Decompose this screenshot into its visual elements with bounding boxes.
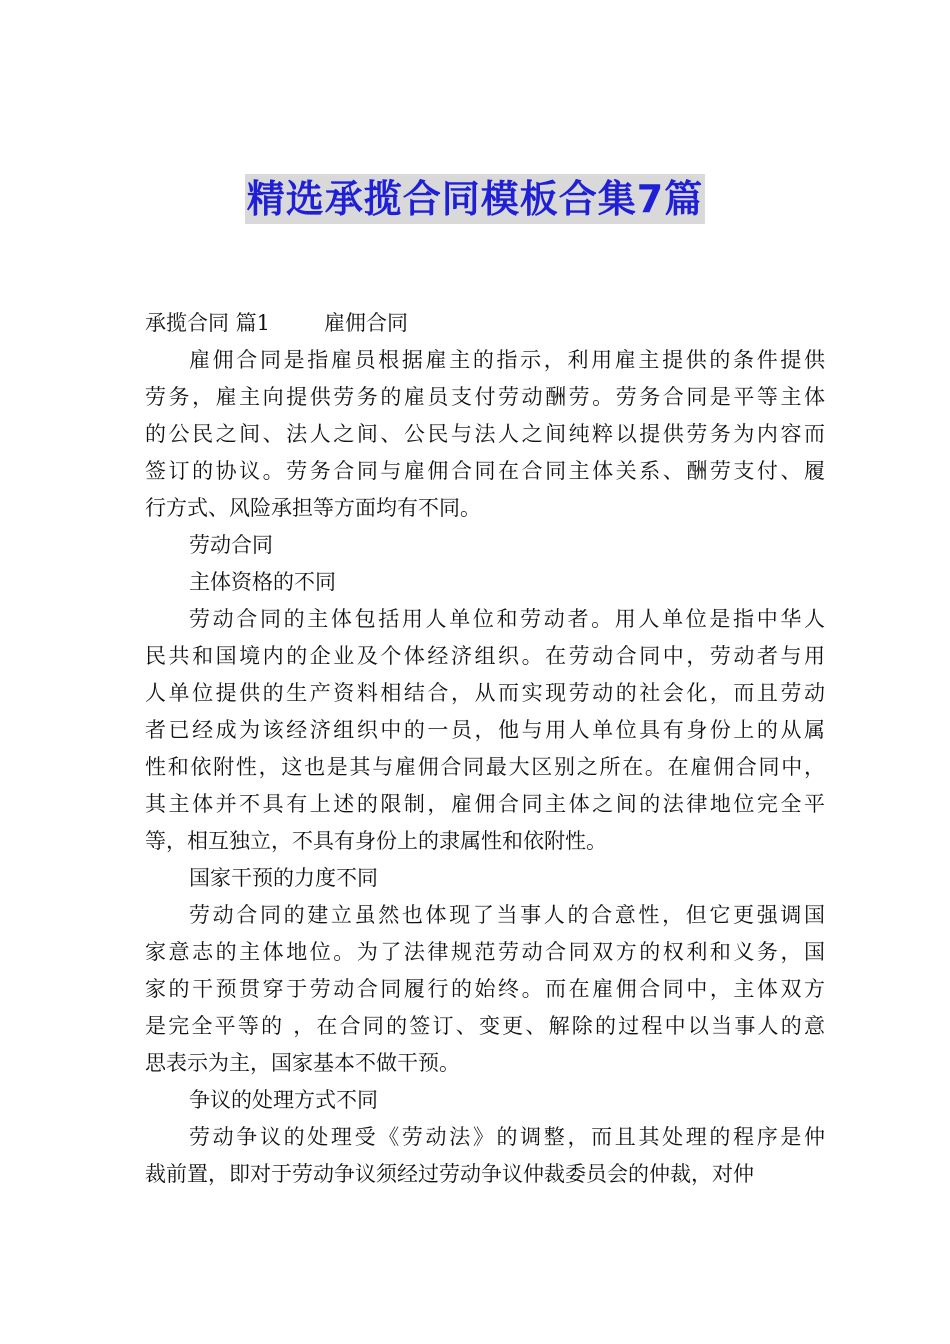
text-line: 人单位提供的生产资料相结合，从而实现劳动的社会化，而且劳动 [145, 681, 825, 705]
subheading [145, 860, 825, 897]
section-heading: 承揽合同 篇1 [145, 311, 271, 335]
text-line: 家意志的主体地位。为了法律规范劳动合同双方的权利和义务，国 [145, 940, 825, 964]
text-line: 者已经成为该经济组织中的一员，他与用人单位具有身份上的从属 [145, 718, 825, 742]
text-line: 是完全平等的 ，在合同的签订、变更、解除的过程中以当事人的意 [145, 1014, 825, 1038]
text-line: 劳动合同的主体包括用人单位和劳动者。用人单位是指中华人 [189, 607, 825, 631]
text-line: 等，相互独立，不具有身份上的隶属性和依附性。 [145, 829, 607, 853]
text-line: 思表示为主，国家基本不做干预。 [145, 1051, 460, 1075]
subheading [145, 527, 825, 564]
text-line: 的公民之间、法人之间、公民与法人之间纯粹以提供劳务为内容而 [145, 422, 825, 446]
text-line: 劳动合同 [189, 533, 273, 557]
paragraph [145, 1119, 825, 1193]
text-line: 签订的协议。劳务合同与雇佣合同在合同主体关系、酬劳支付、履 [145, 459, 825, 483]
subheading [145, 1082, 825, 1119]
section-heading-line [145, 305, 825, 342]
text-line: 行方式、风险承担等方面均有不同。 [145, 496, 481, 520]
title-container [0, 174, 950, 224]
paragraph [145, 897, 825, 1082]
text-line: 劳动合同的建立虽然也体现了当事人的合意性，但它更强调国 [189, 903, 825, 927]
paragraph [145, 601, 825, 860]
text-line: 裁前置，即对于劳动争议须经过劳动争议仲裁委员会的仲裁，对仲 [145, 1162, 754, 1186]
text-line: 劳务，雇主向提供劳务的雇员支付劳动酬劳。劳务合同是平等主体 [145, 385, 825, 409]
text-line: 劳动争议的处理受《劳动法》的调整，而且其处理的程序是仲 [189, 1125, 825, 1149]
text-line: 家的干预贯穿于劳动合同履行的始终。而在雇佣合同中，主体双方 [145, 977, 825, 1001]
paragraph [145, 342, 825, 527]
document-body [145, 305, 825, 1193]
text-line: 争议的处理方式不同 [189, 1088, 378, 1112]
document-title: 精选承揽合同模板合集7篇 [245, 174, 705, 224]
text-line: 国家干预的力度不同 [189, 866, 378, 890]
text-line: 主体资格的不同 [189, 570, 336, 594]
subheading [145, 564, 825, 601]
text-line: 雇佣合同是指雇员根据雇主的指示，利用雇主提供的条件提供 [189, 348, 825, 372]
section-subtitle: 雇佣合同 [324, 311, 409, 335]
text-line: 民共和国境内的企业及个体经济组织。在劳动合同中，劳动者与用 [145, 644, 825, 668]
text-line: 其主体并不具有上述的限制，雇佣合同主体之间的法律地位完全平 [145, 792, 825, 816]
text-line: 性和依附性，这也是其与雇佣合同最大区别之所在。在雇佣合同中， [145, 755, 825, 779]
